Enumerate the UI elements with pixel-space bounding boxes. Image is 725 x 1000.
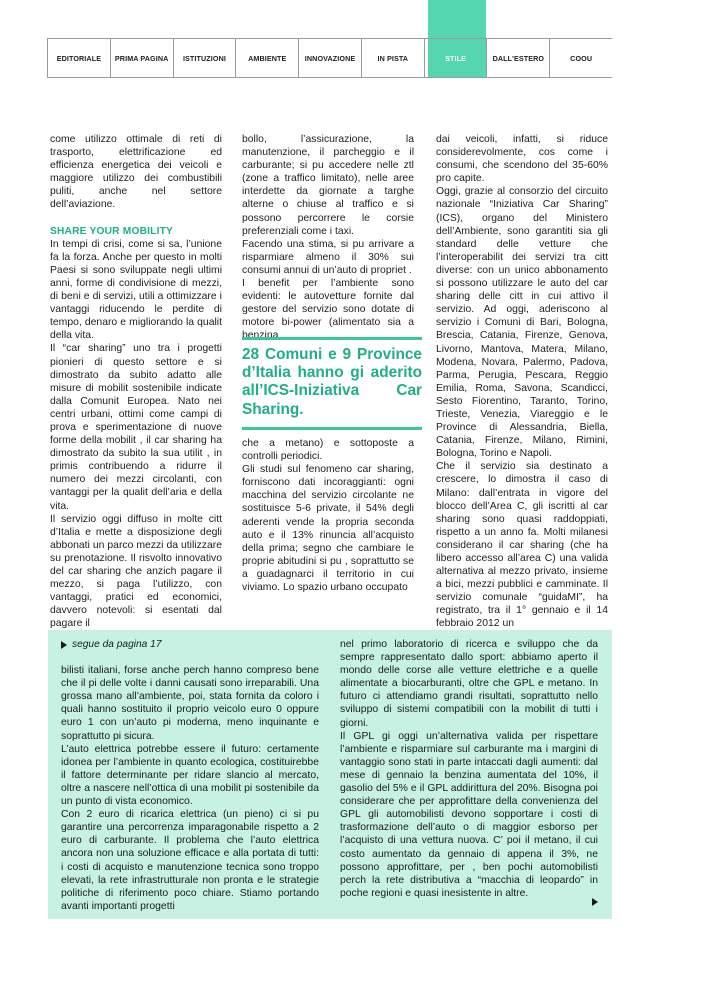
paragraph: Che il servizio sia destinato a crescere, lo dimostra il caso di Milano: dall’entrata in vigore del blocco dell’Area C, gli iscritti al car sharing sono quasi raddoppiati, rispetto a un anno fa. Molti milanesi considerano il car sharing (che ha libero accesso all’area C) una valida alternativa al mezzo privato, insieme a bici, mezzi pubblici e camminate. Il servizio comunale “guidaMI”, ha registrato, tra il 1° gennaio e il 14 febbraio 2012 un <box>436 461 608 630</box>
tab-coou[interactable]: COOU <box>570 53 593 63</box>
section-subheading: SHARE YOUR MOBILITY <box>50 225 174 237</box>
continued-from-text: segue da pagina 17 <box>72 639 162 650</box>
pull-quote <box>242 337 422 430</box>
box-column-1 <box>61 638 319 913</box>
article-column-3 <box>436 133 608 631</box>
article-column-1 <box>50 133 222 630</box>
paragraph: Gli studi sul fenomeno car sharing, forniscono dati incoraggianti: ogni macchina del servizio circolante ne sostituisce 5-6 private, il 54% degli aderenti vende la propria seconda auto e il 13% rinuncia all’acquisto della prima; segno che cambiare le proprie abitudini si pu , soprattutto se a guadagnarci il territorio in cui viviamo. Lo spazio urbano occupato <box>242 464 414 594</box>
paragraph: nel primo laboratorio di ricerca e sviluppo che da sempre rappresentato dallo sport: abbiamo aperto il mondo delle corse alle vetture elettriche e a quelle alimentate a biocarburanti, oltre che GPL e metano. In futuro ci attendiamo grandi risultati, soprattutto nello sviluppo di sistemi compatibili con la mobilit di tutti i giorni. <box>340 639 598 729</box>
paragraph: Oggi, grazie al consorzio del circuito nazionale “Iniziativa Car Sharing” (ICS), organo del Ministero dell’Ambiente, sono garantiti sia gli standard delle vetture che l’interoperabilit dei servizi tra citt diverse: con un unico abbonamento si possono utilizzare le auto del car sharing delle citt in cui attivo il servizio. Ad oggi, aderiscono al servizio i Comuni di Bari, Bologna, Brescia, Catania, Firenze, Genova, Livorno, Mantova, Matera, Milano, Modena, Novara, Palermo, Padova, Parma, Perugia, Pescara, Reggio Emilia, Roma, Savona, Scandicci, Sesto Fiorentino, Taranto, Torino, Trieste, Venezia, Viareggio e le Province di Alessandria, Biella, Catania, Firenze, Milano, Rimini, Bologna, Torino e Napoli. <box>436 186 608 460</box>
tab-dall-estero[interactable]: DALL'ESTERO <box>487 39 550 77</box>
paragraph: Il “car sharing” uno tra i progetti pionieri di questo settore e si dimostrato da subito adatto alle misure di mobilit sostenibile indicate dalla Comunit Europea. Nato nei centri urbani, ottimi come campi di prova e sperimentazione di nuove forme della mobilit , il car sharing ha dimostrato da subito la sua utilit , in primis contribuendo a ridurre il numero dei mezzi circolanti, con vantaggi per la qualit dell’aria e della vita. <box>50 343 222 512</box>
arrow-right-icon[interactable] <box>592 898 598 906</box>
paragraph: Il GPL gi oggi un’alternativa valida per rispettare l’ambiente e risparmiare sul carburante ma i margini di vantaggio sono stati in parte intaccati dagli aumenti: dal mese di gennaio la benzina aumentata del 10%, il gasolio del 5% e il GPL addirittura del 20%. Bisogna poi considerare che per approfittare della convenienza del GPL gli automobilisti devono sopportare i costi di trasformazione dell’auto o di maggior esborso per l’acquisto di una vettura nuova. C’ poi il metano, il cui costo aumentato da gennaio di appena il 3%, ne possono approfittare, per , ben pochi automobilisti perch la rete distributiva a “macchia di leopardo” in poche regioni e quasi inesistente in altre. <box>340 730 598 899</box>
continuation-box <box>48 630 612 919</box>
tab-stile[interactable]: STILE <box>425 39 488 77</box>
paragraph: bollo, l’assicurazione, la manutenzione, il parcheggio e il carburante; si pu accedere nelle ztl (zone a traffico limitato), nelle aree interdette da giornate a targhe alterne o chiuse al traffico e si possono percorrere le corsie preferenziali come i taxi. <box>242 134 414 237</box>
paragraph: Il servizio oggi diffuso in molte citt d’Italia e mette a disposizione degli abbonati un parco mezzi da utilizzare su prenotazione. Il risvolto innovativo del car sharing che anzich pagare il mezzo, si paga l’utilizzo, con vantaggi, pratici ed economici, davvero notevoli: si esentati dal pagare il <box>50 513 222 630</box>
arrow-right-icon <box>61 641 67 649</box>
paragraph: come utilizzo ottimale di reti di trasporto, elettrificazione ed efficienza energetica dei veicoli e maggiore utilizzo dei combustibili puliti, anche nel settore dell’aviazione. <box>50 134 222 211</box>
paragraph: I benefit per l’ambiente sono evidenti: le autovetture fornite dal gestore del servizio sono dotate di motore bi-power (alimentato sia a benzina <box>242 278 414 342</box>
box-column-2 <box>340 638 598 900</box>
paragraph: Facendo una stima, si pu arrivare a risparmiare almeno il 30% sui consumi annui di un’auto di propriet . <box>242 238 414 276</box>
pull-quote-text: 28 Comuni e 9 Province d’Italia hanno gi aderito all’ICS-Iniziativa Car Sharing. <box>242 346 422 418</box>
article-column-2-bottom <box>242 437 414 594</box>
tab-prima-pagina[interactable]: PRIMA PAGINA <box>111 39 174 77</box>
tab-istituzioni[interactable]: ISTITUZIONI <box>174 39 237 77</box>
article-column-2-top <box>242 133 414 343</box>
section-navigation <box>47 38 612 78</box>
paragraph: In tempi di crisi, come si sa, l’unione fa la forza. Anche per questo in molti Paesi si sono sviluppate negli ultimi anni, forme di condivisione di mezzi, di beni e di servizi, utili a ottimizzare i vantaggi riducendo le perdite di tempo, denaro e migliorando la qualit della vita. <box>50 238 222 342</box>
continued-from-label[interactable] <box>61 638 319 651</box>
tab-in-pista[interactable]: IN PISTA <box>362 39 425 77</box>
tab-innovazione[interactable]: INNOVAZIONE <box>299 39 362 77</box>
tab-ambiente[interactable]: AMBIENTE <box>236 39 299 77</box>
paragraph: bilisti italiani, forse anche perch hanno compreso bene che il pi delle volte i danni causati sono irreparabili. Una grossa mano all’ambiente, poi, stata fornita da coloro i quali hanno sostituito il proprio veicolo euro 0 oppure euro 1 con un’auto pi moderna, meno inquinante e soprattutto pi sicura. <box>61 665 319 742</box>
tab-editoriale[interactable]: EDITORIALE <box>47 39 111 77</box>
paragraph: che a metano) e sottoposte a controlli periodici. <box>242 438 414 463</box>
paragraph: Con 2 euro di ricarica elettrica (un pieno) ci si pu garantire una percorrenza imparagonabile rispetto a 2 euro di carburante. Il problema che l’auto elettrica ancora non una soluzione efficace e alla portata di tutti: i costi di acquisto e manutenzione tecnica sono troppo elevati, la rete infrastrutturale non pronta e le strategie politiche di riferimento poco chiare. Stiamo portando avanti importanti progetti <box>61 809 319 912</box>
paragraph: dai veicoli, infatti, si riduce considerevolmente, cos come i consumi, che scendono del 35-60% pro capite. <box>436 134 608 185</box>
paragraph: L’auto elettrica potrebbe essere il futuro: certamente idonea per l’ambiente in quanto ecologica, costituirebbe il fattore determinante per ridare slancio al mercato, oltre a nascere nell’ottica di una mobilit pi sostenibile da un punto di vista economico. <box>61 743 319 808</box>
